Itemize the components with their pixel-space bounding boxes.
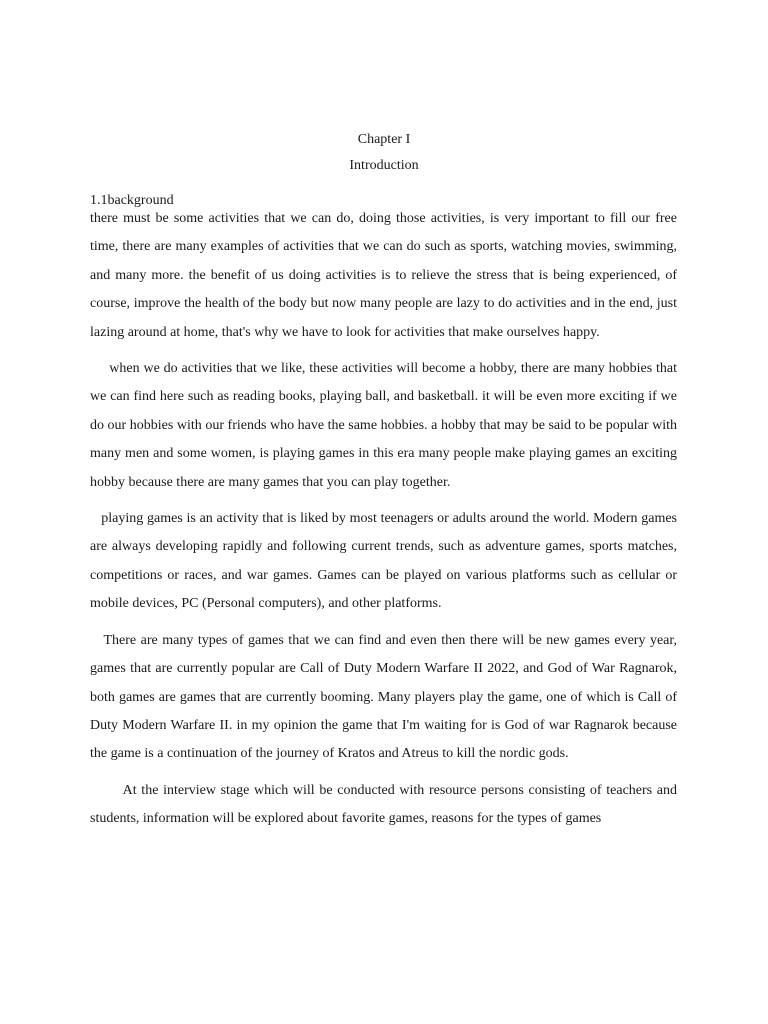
document-body [90,191,681,842]
section-subheading: 1.1background [90,193,174,208]
body-paragraph: there must be some activities that we can do, doing those activities, is very important to fill our free time, there are many examples of activities that we can do such as sports, watching movies, swimming, and many more. the benefit of us doing activities is to relieve the stress that is being experienced, of course, improve the health of the body but now many people are lazy to do activities and in the end, just lazing around at home, that's why we have to look for activities that make ourselves happy. [90,211,681,340]
chapter-title: Introduction [349,158,419,173]
body-paragraph: playing games is an activity that is liked by most teenagers or adults around the world. Modern games are always developing rapidly and following current trends, such as adventure games, sports matches, competitions or races, and war games. Games can be played on various platforms such as cellular or mobile devices, PC (Personal computers), and other platforms. [90,511,681,612]
body-paragraph: There are many types of games that we can find and even then there will be new games every year, games that are currently popular are Call of Duty Modern Warfare II 2022, and God of War Ragnarok, both games are games that are currently booming. Many players play the game, one of which is Call of Duty Modern Warfare II. in my opinion the game that I'm waiting for is God of war Ragnarok because the game is a continuation of the journey of Kratos and Atreus to kill the nordic gods. [90,632,681,762]
chapter-heading: Chapter I [357,132,411,147]
body-paragraph: when we do activities that we like, these activities will become a hobby, there are many hobbies that we can find here such as reading books, playing ball, and basketball. it will be even more exciting if we do our hobbies with our friends who have the same hobbies. a hobby that may be said to be popular with many men and some women, is playing games in this era many people make playing games an exciting hobby because there are many games that you can play together. [90,361,681,490]
body-paragraph: At the interview stage which will be conducted with resource persons consisting of teachers and students, information will be explored about favorite games, reasons for the types of games [90,782,681,827]
